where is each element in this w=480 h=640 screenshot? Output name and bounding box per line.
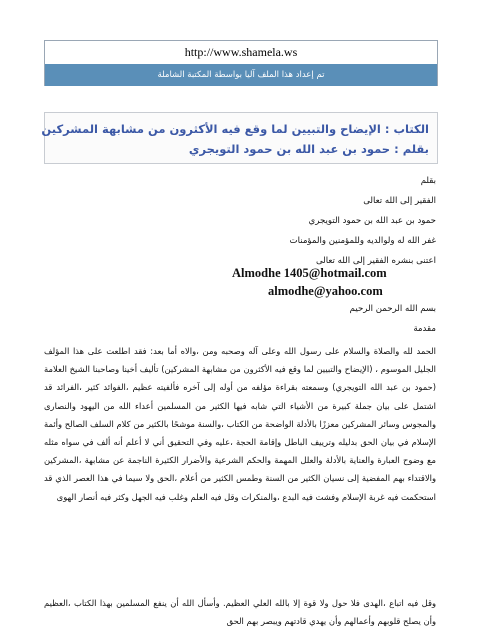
intro-line: الفقير إلى الله تعالى — [363, 196, 436, 206]
basmala: بسم الله الرحمن الرحيم — [349, 304, 436, 314]
book-title: الكتاب : الإيضاح والتبيين لما وقع فيه الأكثرون من مشابهة المشركين — [41, 122, 429, 136]
section-title: مقدمة — [413, 324, 436, 334]
intro-line: حمود بن عبد الله بن حمود التويجري — [308, 216, 436, 226]
library-credit-banner: تم إعداد هذا الملف آليا بواسطة المكتبة الشاملة — [45, 64, 437, 86]
book-info-box — [41, 112, 438, 164]
shamela-header-box — [44, 40, 438, 86]
book-author: بقلم : حمود بن عبد الله بن حمود التويجري — [188, 142, 429, 156]
website-url[interactable]: http://www.shamela.ws — [45, 41, 437, 64]
email-yahoo[interactable]: almodhe@yahoo.com — [268, 284, 383, 298]
intro-paragraph-continued: وقل فيه اتباع ،الهدى فلا حول ولا قوة إلا بالله العلي العظيم. وأسأل الله أن ينفع المسلمين بهذا الكتاب ،العظيم وأن يصلح قلوبهم وأعمالهم وأن يهدي قادتهم ويبصر بهم الحق — [44, 598, 436, 627]
intro-line: غفر الله له ولوالديه وللمؤمنين والمؤمنات — [289, 236, 436, 246]
email-hotmail[interactable]: Almodhe 1405@hotmail.com — [232, 266, 387, 280]
intro-line: اعتنى بنشره الفقير إلى الله تعالى — [315, 256, 436, 266]
intro-line: بقلم — [420, 176, 436, 186]
intro-paragraph: الحمد لله والصلاة والسلام على رسول الله وعلى آله وصحبه ومن ،والاه أما بعد: فقد اطلعت على هذا المؤلف الجليل الموسوم ، (الإيضاح والتبيين لما وقع فيه الأكثرون من مشابهة المشركين) تأليف أخينا وصاحبنا الشيخ العلامة (حمود بن عبد الله التويجري) وسمعته بقراءة مؤلفه من أوله إلى آخره فألفيته عظيم ،الفوائد كثير ،الفرائد قد اشتمل على بيان جملة كبيرة من الأشياء التي شابه فيها الكثير من المسلمين أعداء الله من اليهود والنصارى والمجوس وسائر المشركين معززًا بالأدلة الواضحة من الكتاب ،والسنة موشحًا بالكثير من كلام السلف الصالح وأئمة الإسلام في بيان الحق بدليله وترييف الباطل وإقامة الحجة ،عليه وفي التحقيق أني لا أعلم أنه ألف في سواه مثله مع وضوح العبارة والعناية بالأدلة والعلل المهمة والحكم الشرعية والأضرار الكثيرة الناجمة عن مشابهة ،المشركين والاقتداء بهم المفضية إلى نسيان الكثير من السنة وطمس الكثير من أعلام ،الحق ولا سيما في هذا العصر الذي قد استحكمت فيه غربة الإسلام وفشت فيه البدع ،والمنكرات وقل فيه العلم وغلب فيه الجهل وكثر فيه أنصار الهوى — [44, 346, 436, 502]
